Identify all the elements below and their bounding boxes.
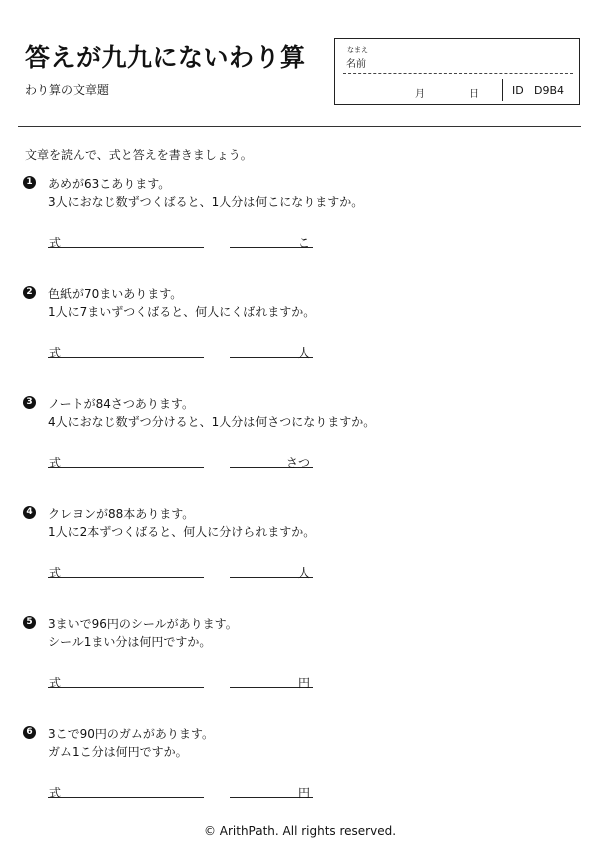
problem-number-badge: 5 [23,616,36,629]
formula-label: 式 [49,236,62,250]
formula-label: 式 [49,786,62,800]
problem-text-line2: ガム1こ分は何円ですか。 [48,745,188,759]
problem-text-line1: あめが63こあります。 [48,177,171,191]
problem-text-line1: ノートが84さつあります。 [48,397,194,411]
problem-1 [0,176,600,286]
answer-unit: さつ [285,456,310,470]
formula-answer-line[interactable] [48,467,204,468]
problem-number-badge: 3 [23,396,36,409]
id-value: D9B4 [534,84,565,97]
problem-number-badge: 1 [23,176,36,189]
problem-text-line1: 3こで90円のガムがあります。 [48,727,214,741]
problem-number-badge: 6 [23,726,36,739]
formula-label: 式 [49,456,62,470]
answer-unit: 円 [297,676,310,690]
worksheet-title: 答えが九九にないわり算 [25,43,306,72]
problem-5 [0,616,600,726]
formula-answer-line[interactable] [48,577,204,578]
answer-unit: こ [297,236,310,250]
header-divider [18,126,581,127]
formula-answer-line[interactable] [48,687,204,688]
formula-answer-line[interactable] [48,797,204,798]
id-label: ID [512,84,524,97]
name-box [334,38,580,105]
id-separator [502,79,503,101]
problem-number-badge: 4 [23,506,36,519]
formula-answer-line[interactable] [48,247,204,248]
formula-label: 式 [49,676,62,690]
problem-text-line2: 3人におなじ数ずつくばると、1人分は何こになりますか。 [48,195,364,209]
problem-2 [0,286,600,396]
instruction-text: 文章を読んで、式と答えを書きましょう。 [25,148,253,162]
answer-unit: 円 [297,786,310,800]
problem-number-badge: 2 [23,286,36,299]
answer-unit: 人 [297,566,310,580]
problem-text-line2: 1人に7まいずつくばると、何人にくばれますか。 [48,305,316,319]
copyright-footer: © ArithPath. All rights reserved. [203,824,397,838]
answer-unit: 人 [297,346,310,360]
month-label: 月 [415,89,425,100]
formula-label: 式 [49,346,62,360]
problem-3 [0,396,600,506]
name-dashed-line [343,73,573,74]
problem-text-line1: 色紙が70まいあります。 [48,287,183,301]
problem-6 [0,726,600,836]
problem-text-line2: シール1まい分は何円ですか。 [48,635,212,649]
name-ruby: なまえ [347,46,368,54]
problem-text-line2: 1人に2本ずつくばると、何人に分けられますか。 [48,525,316,539]
worksheet-subtitle: わり算の文章題 [25,83,110,97]
formula-label: 式 [49,566,62,580]
problem-text-line1: クレヨンが88本あります。 [48,507,195,521]
day-label: 日 [469,89,479,100]
name-label: 名前 [346,59,366,70]
problem-text-line1: 3まいで96円のシールがあります。 [48,617,238,631]
formula-answer-line[interactable] [48,357,204,358]
problem-4 [0,506,600,616]
problem-text-line2: 4人におなじ数ずつ分けると、1人分は何さつになりますか。 [48,415,376,429]
